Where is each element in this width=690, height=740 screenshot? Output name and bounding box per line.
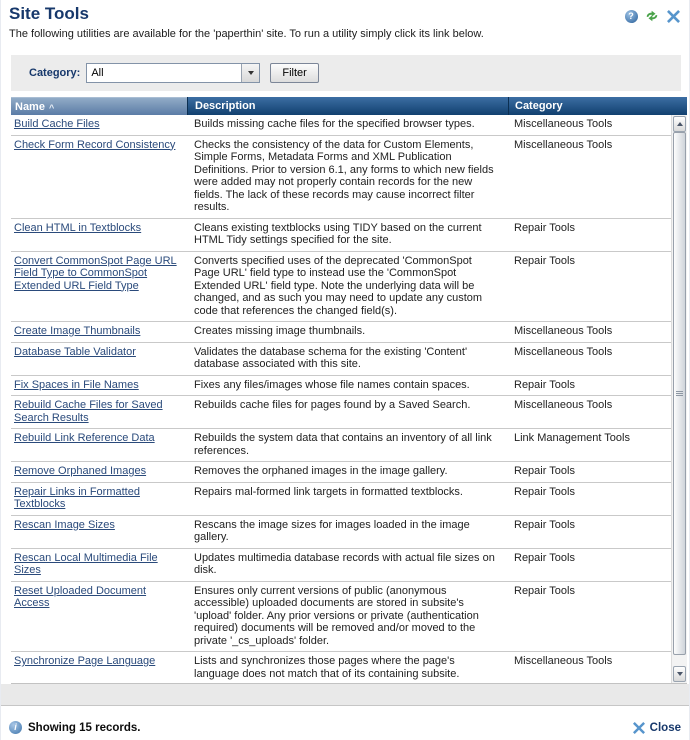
row-name-link[interactable]: Synchronize Page Language (14, 655, 156, 667)
tools-table (11, 97, 687, 684)
column-header-name[interactable]: Name ^ (11, 97, 187, 115)
row-name-cell (11, 585, 187, 648)
row-category: Repair Tools (514, 551, 575, 564)
row-description: Rebuilds the system data that contains an inventory of all link references. (194, 432, 492, 457)
row-description: Rebuilds cache files for pages found by a Saved Search. (194, 399, 471, 411)
row-category: Repair Tools (514, 378, 575, 391)
row-name-cell (11, 519, 187, 544)
record-count-status (9, 715, 140, 740)
scrollbar-grip-icon (676, 391, 683, 396)
row-description: Lists and synchronizes those pages where the page's language does not match that of its containing subsite. (194, 655, 460, 680)
row-description: Builds missing cache files for the specified browser types. (194, 118, 475, 130)
header-toolbar (624, 9, 680, 23)
table-row (11, 396, 671, 429)
row-category: Repair Tools (514, 465, 575, 477)
table-header (11, 97, 687, 115)
category-label: Category: (29, 67, 81, 79)
row-description: Rescans the image sizes for images loaded in the image gallery. (194, 518, 470, 543)
row-category: Miscellaneous Tools (514, 325, 613, 337)
row-name-cell (11, 486, 187, 511)
table-row (11, 115, 671, 136)
table-row (11, 462, 671, 483)
table-row (11, 582, 671, 653)
scroll-down-button[interactable] (673, 666, 686, 682)
row-name-link[interactable]: Rescan Local Multimedia File Sizes (14, 551, 158, 576)
row-name-link[interactable]: Convert CommonSpot Page URL Field Type to CommonSpot Extended URL Field Type (14, 254, 177, 292)
dialog-footer (1, 706, 689, 740)
row-name-link[interactable]: Clean HTML in Textblocks (14, 221, 142, 234)
table-row (11, 376, 671, 397)
table-body (11, 115, 687, 684)
row-description: Updates multimedia database records with actual file sizes on disk. (194, 551, 495, 576)
row-name-link[interactable]: Rebuild Cache Files for Saved Search Results (14, 399, 163, 424)
column-header-category[interactable]: Category (508, 97, 687, 115)
row-category: Miscellaneous Tools (514, 399, 613, 411)
table-row (11, 483, 671, 516)
status-text: Showing 15 records. (28, 721, 141, 734)
table-row (11, 652, 671, 684)
chevron-down-icon[interactable] (241, 64, 259, 82)
row-description: Ensures only current versions of public (anonymous accessible) uploaded documents are stored in subsite's 'upload' folder. Any prior versions or private (authentication required) documents will be removed and/or moved to the private '_cs_uploads' folder. (194, 584, 479, 647)
info-icon: i (9, 721, 22, 734)
table-row (11, 252, 671, 323)
row-name-cell (11, 346, 187, 371)
close-x-icon (633, 722, 645, 734)
row-name-cell (11, 139, 187, 214)
row-name-cell (11, 399, 187, 424)
row-name-link[interactable]: Repair Links in Formatted Textblocks (14, 485, 140, 510)
row-name-cell (11, 432, 187, 457)
sort-asc-icon: ^ (48, 102, 55, 113)
row-category: Repair Tools (514, 518, 575, 531)
row-description: Converts specified uses of the deprecated 'CommonSpot Page URL' field type to instead use the 'CommonSpot Extended URL' field type. Note the underlying data will be changed, and as such you may need to update any custom code that references the changed field(s). (194, 254, 483, 317)
row-name-link[interactable]: Remove Orphaned Images (14, 465, 147, 477)
refresh-icon[interactable] (645, 9, 659, 23)
page-subtitle: The following utilities are available for the 'paperthin' site. To run a utility simply click its link below. (9, 28, 484, 40)
column-header-description[interactable]: Description (187, 97, 508, 115)
row-category: Miscellaneous Tools (514, 118, 613, 130)
scroll-up-button[interactable] (673, 116, 686, 132)
row-name-cell (11, 255, 187, 318)
scrollbar-thumb[interactable] (673, 132, 686, 655)
row-name-link[interactable]: Fix Spaces in File Names (14, 378, 139, 391)
row-category: Miscellaneous Tools (514, 345, 613, 358)
dialog-bottom-band (1, 684, 689, 706)
row-name-cell (11, 379, 187, 392)
row-name-link[interactable]: Database Table Validator (14, 345, 136, 358)
row-name-cell (11, 325, 187, 338)
row-name-cell (11, 552, 187, 577)
close-icon[interactable] (666, 9, 680, 23)
row-category: Link Management Tools (514, 432, 630, 444)
table-row (11, 343, 671, 376)
row-name-link[interactable]: Create Image Thumbnails (14, 325, 141, 337)
row-description: Creates missing image thumbnails. (194, 325, 366, 337)
table-row (11, 219, 671, 252)
row-name-link[interactable]: Rebuild Link Reference Data (14, 432, 155, 444)
table-row (11, 429, 671, 462)
table-row (11, 549, 671, 582)
row-description: Checks the consistency of the data for Custom Elements, Simple Forms, Metadata Forms and XML Publication Definitions. Prior to version 6.1, any forms to which new fields were added may not properly contain records for the new fields. The lack of these records may cause incorrect filter results. (194, 138, 494, 213)
row-name-cell (11, 222, 187, 247)
category-select-value: All (91, 67, 104, 79)
row-description: Fixes any files/images whose file names contain spaces. (194, 378, 470, 391)
table-rows (11, 115, 671, 684)
row-name-cell (11, 118, 187, 131)
row-category: Miscellaneous Tools (514, 655, 613, 667)
row-category: Repair Tools (514, 485, 575, 498)
row-category: Repair Tools (514, 221, 575, 234)
close-label: Close (649, 721, 681, 734)
category-select[interactable] (86, 63, 260, 83)
table-row (11, 136, 671, 219)
table-row (11, 322, 671, 343)
vertical-scrollbar[interactable] (671, 115, 687, 683)
row-description: Validates the database schema for the existing 'Content' database associated with this site. (194, 345, 468, 370)
help-icon[interactable]: ? (624, 9, 638, 23)
row-name-link[interactable]: Rescan Image Sizes (14, 518, 115, 531)
page-title: Site Tools (9, 4, 89, 23)
row-description: Repairs mal-formed link targets in formatted textblocks. (194, 485, 463, 498)
row-name-link[interactable]: Check Form Record Consistency (14, 138, 176, 151)
row-description: Removes the orphaned images in the image gallery. (194, 465, 448, 477)
close-button[interactable] (633, 715, 681, 740)
table-row (11, 516, 671, 549)
filter-button[interactable]: Filter (270, 63, 318, 83)
row-name-cell (11, 655, 187, 680)
row-name-cell (11, 465, 187, 478)
dialog-header (1, 0, 689, 52)
row-description: Cleans existing textblocks using TIDY based on the current HTML Tidy settings specified for the site. (194, 221, 482, 246)
row-category: Repair Tools (514, 254, 575, 267)
row-category: Miscellaneous Tools (514, 138, 613, 151)
row-category: Repair Tools (514, 584, 575, 597)
row-name-link[interactable]: Reset Uploaded Document Access (14, 584, 147, 609)
filter-bar (11, 55, 681, 91)
row-name-link[interactable]: Build Cache Files (14, 118, 100, 130)
